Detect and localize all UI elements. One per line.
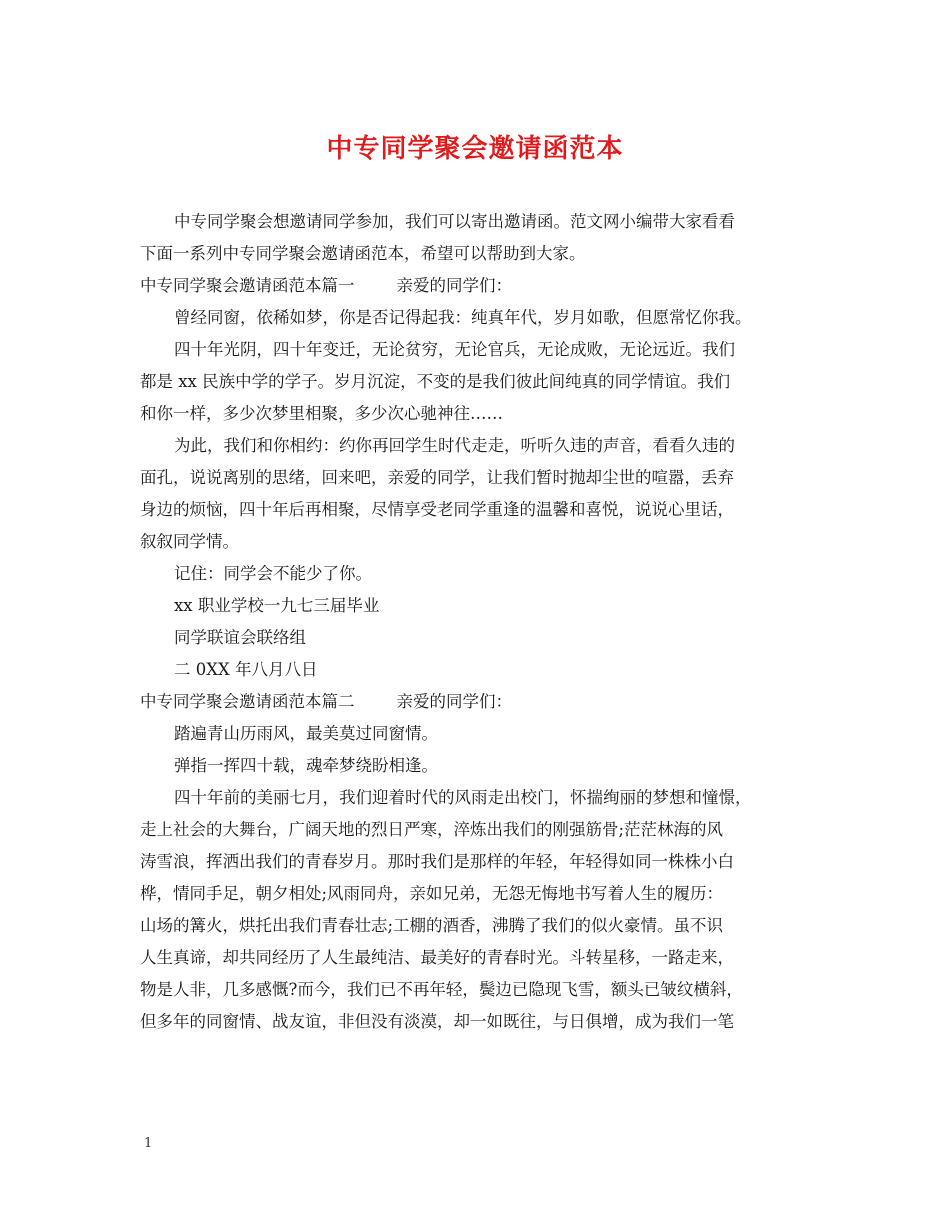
body-line	[140, 398, 820, 430]
body-line	[140, 526, 820, 558]
body-line	[140, 814, 820, 846]
body-line-text: 桦，情同手足，朝夕相处;风雨同舟，亲如兄弟，无怨无悔地书写着人生的履历：	[140, 884, 724, 903]
body-line-text: 为此，我们和你相约：约你再回学生时代走走，听听久违的声音，看看久违的	[174, 436, 735, 455]
body-line	[140, 366, 820, 398]
body-line-text: 都是 xx 民族中学的学子。岁月沉淀，不变的是我们彼此间纯真的同学情谊。我们	[140, 372, 731, 391]
body-line	[140, 270, 820, 302]
body-line-text: 叙叙同学情。	[140, 532, 239, 551]
body-line	[140, 686, 820, 718]
body-line	[140, 590, 820, 622]
document-title: 中专同学聚会邀请函范本	[326, 134, 624, 164]
body-line-text: 中专同学聚会邀请函范本篇一	[140, 276, 355, 295]
body-line-text: 和你一样，多少次梦里相聚，多少次心驰神往……	[140, 404, 503, 423]
salutation-text: 亲爱的同学们：	[396, 692, 512, 711]
body-line-text: 四十年前的美丽七月，我们迎着时代的风雨走出校门，怀揣绚丽的梦想和憧憬，	[174, 788, 752, 807]
page-number: 1	[144, 1136, 153, 1151]
body-line-text: 山场的篝火，烘托出我们青春壮志;工棚的酒香，沸腾了我们的似火豪情。虽不识	[140, 916, 724, 935]
body-line-text: 身边的烦恼，四十年后再相聚，尽情享受老同学重逢的温馨和喜悦，说说心里话，	[140, 500, 734, 519]
body-line-text: 踏遍青山历雨风，最美莫过同窗情。	[174, 724, 438, 743]
body-line	[140, 750, 820, 782]
body-line	[140, 942, 820, 974]
body-line	[140, 206, 820, 238]
body-line	[140, 238, 820, 270]
body-line-text: 记住：同学会不能少了你。	[174, 564, 372, 583]
body-line-text: 面孔，说说离别的思绪，回来吧，亲爱的同学，让我们暂时抛却尘世的喧嚣，丢弃	[140, 468, 734, 487]
body-line	[140, 1006, 820, 1038]
body-line-text: 但多年的同窗情、战友谊，非但没有淡漠，却一如既往，与日俱增，成为我们一笔	[140, 1012, 734, 1031]
body-line	[140, 494, 820, 526]
body-line	[140, 622, 820, 654]
body-line-text: 下面一系列中专同学聚会邀请函范本，希望可以帮助到大家。	[140, 244, 586, 263]
body-line-text: 四十年光阴，四十年变迁，无论贫穷，无论官兵，无论成败，无论远近。我们	[174, 340, 735, 359]
body-line-text: 走上社会的大舞台，广阔天地的烈日严寒，淬炼出我们的刚强筋骨;茫茫林海的风	[140, 820, 724, 839]
body-line	[140, 718, 820, 750]
body-line	[140, 302, 820, 334]
body-line	[140, 846, 820, 878]
body-line	[140, 974, 820, 1006]
body-line-text: 物是人非，几多感慨?而今，我们已不再年轻，鬓边已隐现飞雪，额头已皱纹横斜，	[140, 980, 743, 999]
body-line-text: 弹指一挥四十载，魂牵梦绕盼相逢。	[174, 756, 438, 775]
body-line-text: 中专同学聚会邀请函范本篇二	[140, 692, 355, 711]
body-line	[140, 430, 820, 462]
body-line	[140, 782, 820, 814]
body-line	[140, 462, 820, 494]
body-line	[140, 910, 820, 942]
body-line	[140, 654, 820, 686]
document-body	[140, 206, 820, 1038]
body-line-text: 曾经同窗，依稀如梦，你是否记得起我：纯真年代，岁月如歌，但愿常忆你我。	[174, 308, 752, 327]
body-line-text: 人生真谛，却共同经历了人生最纯洁、最美好的青春时光。斗转星移，一路走来，	[140, 948, 734, 967]
body-line-text: 二 0XX 年八月八日	[174, 660, 318, 679]
body-line-text: xx 职业学校一九七三届毕业	[174, 596, 380, 615]
salutation-text: 亲爱的同学们：	[396, 276, 512, 295]
body-line	[140, 334, 820, 366]
body-line	[140, 878, 820, 910]
body-line-text: 中专同学聚会想邀请同学参加，我们可以寄出邀请函。范文网小编带大家看看	[174, 212, 735, 231]
body-line-text: 同学联谊会联络组	[174, 628, 306, 647]
body-line-text: 涛雪浪，挥洒出我们的青春岁月。那时我们是那样的年轻，年轻得如同一株株小白	[140, 852, 734, 871]
body-line	[140, 558, 820, 590]
